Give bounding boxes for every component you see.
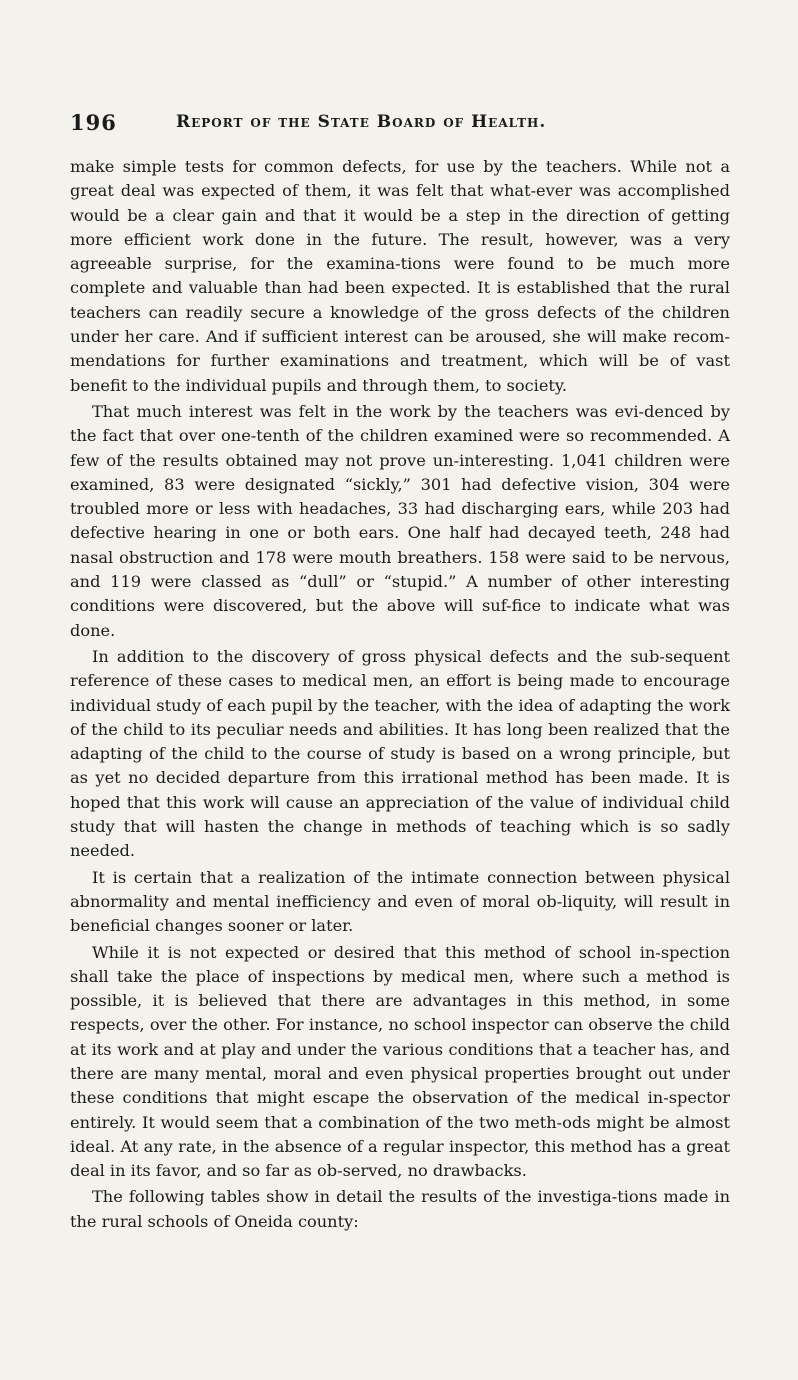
paragraph-2: That much interest was felt in the work by the teachers was evi-denced by the fact that over one-tenth of the children examined were so recommended. A few of the results obtained may not prove un-interesting. 1,041 children were examined, 83 were designated “sickly,” 301 had defective vision, 304 were troubled more or less with headaches, 33 had discharging ears, while 203 had defective hearing in one or both ears. One half had decayed teeth, 248 had nasal obstruction and 178 were mouth breathers. 158 were said to be nervous, and 119 were classed as “dull” or “stupid.” A number of other interesting conditions were discovered, but the above will suf-fice to indicate what was done. — [70, 401, 730, 640]
paragraph-6: The following tables show in detail the results of the investiga-tions made in the rural schools of Oneida county: — [70, 1187, 730, 1231]
running-title: Report of the State Board of Health. — [176, 112, 547, 132]
paragraph-3: In addition to the discovery of gross physical defects and the sub-sequent reference of these cases to medical men, an effort is being made to encourage individual study of each pupil by the teacher, with the idea of adapting the work of the child to its peculiar needs and abilities. It has long been realized that the adapting of the child to the course of study is based on a wrong principle, but as yet no decided departure from this irrational method has been made. It is hoped that this work will cause an appreciation of the value of individual child study that will hasten the change in methods of teaching which is so sadly needed. — [70, 646, 730, 861]
paragraph-4: It is certain that a realization of the intimate connection between physical abnormality and mental inefficiency and even of moral ob-liquity, will result in beneficial changes sooner or later. — [70, 867, 730, 936]
body-text — [70, 155, 730, 1234]
paragraph-1: make simple tests for common defects, for use by the teachers. While not a great deal was expected of them, it was felt that what-ever was accomplished would be a clear gain and that it would be a step in the direction of getting more efficient work done in the future. The result, however, was a very agreeable surprise, for the examina-tions were found to be much more complete and valuable than had been expected. It is established that the rural teachers can readily secure a knowledge of the gross defects of the children under her care. And if sufficient interest can be aroused, she will make recom-mendations for further examinations and treatment, which will be of vast benefit to the individual pupils and through them, to society. — [70, 157, 730, 395]
paragraph-5: While it is not expected or desired that this method of school in-spection shall take the place of inspections by medical men, where such a method is possible, it is believed that there are advantages in this method, in some respects, over the other. For instance, no school inspector can observe the child at its work and at play and under the various conditions that a teacher has, and there are many mental, moral and even physical properties brought out under these conditions that might escape the observation of the medical in-spector entirely. It would seem that a combination of the two meth-ods might be almost ideal. At any rate, in the absence of a regular inspector, this method has a great deal in its favor, and so far as ob-served, no drawbacks. — [70, 942, 730, 1181]
page-header — [70, 108, 730, 138]
page-number: 196 — [70, 110, 117, 135]
